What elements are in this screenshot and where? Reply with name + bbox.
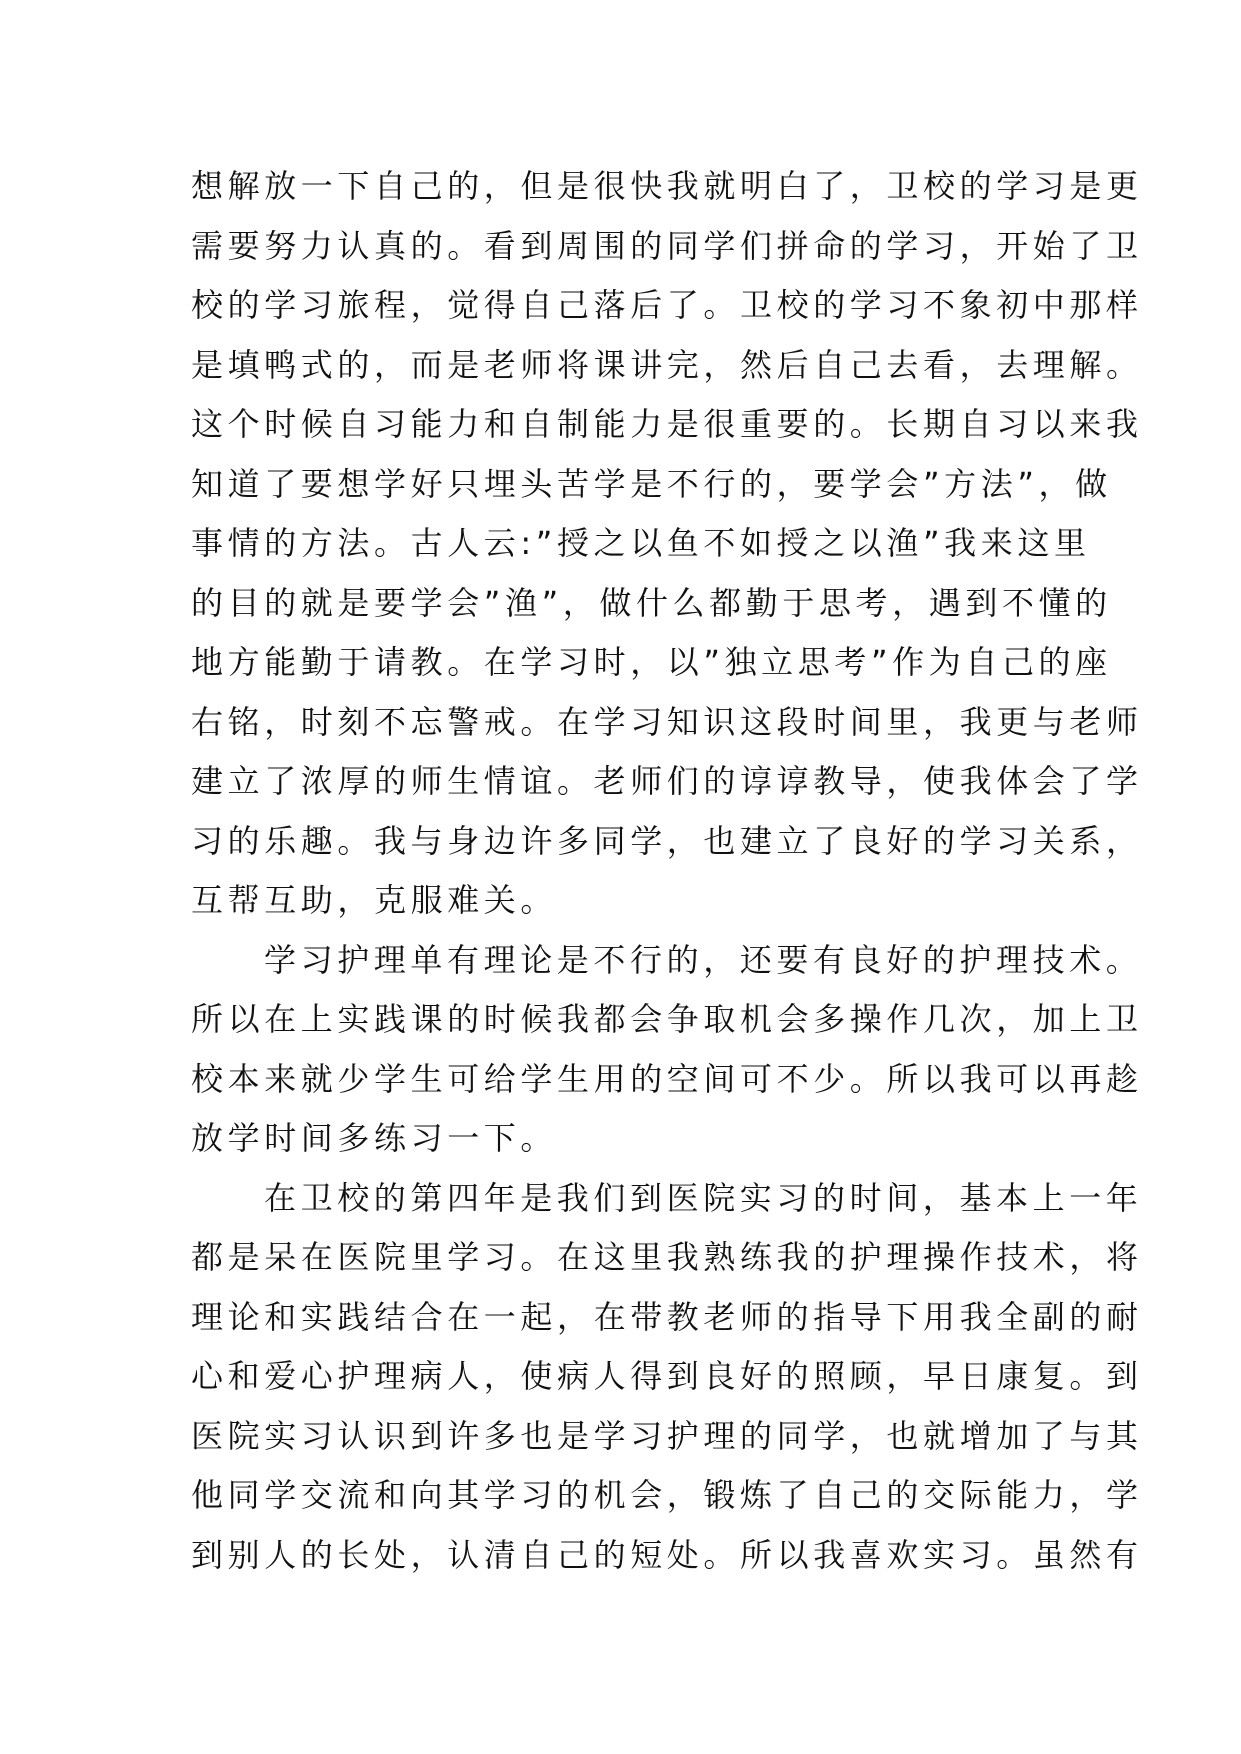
text-line: 他同学交流和向其学习的机会，锻炼了自己的交际能力，学	[191, 1476, 1143, 1514]
text-line: 校的学习旅程，觉得自己落后了。卫校的学习不象初中那样	[191, 286, 1143, 324]
text-line: 地方能勤于请教。在学习时，以”独立思考”作为自己的座	[191, 643, 1112, 681]
text-line: 所以在上实践课的时候我都会争取机会多操作几次，加上卫	[191, 1000, 1143, 1038]
text-line: 这个时候自习能力和自制能力是很重要的。长期自习以来我	[191, 405, 1143, 443]
text-line: 的目的就是要学会”渔”，做什么都勤于思考，遇到不懂的	[191, 583, 1112, 622]
text-line: 互帮互助，克服难关。	[191, 881, 558, 919]
text-line: 理论和实践结合在一起，在带教老师的指导下用我全副的耐	[191, 1297, 1143, 1336]
paragraph-1	[191, 157, 1143, 931]
text-line: 需要努力认真的。看到周围的同学们拼命的学习，开始了卫	[191, 226, 1143, 265]
text-line: 建立了浓厚的师生情谊。老师们的谆谆教导，使我体会了学	[191, 762, 1143, 800]
text-line: 心和爱心护理病人，使病人得到良好的照顾，早日康复。到	[191, 1357, 1143, 1395]
body-text	[191, 157, 1143, 1585]
text-line: 知道了要想学好只埋头苦学是不行的，要学会”方法”，做	[191, 464, 1112, 503]
text-line: 到别人的长处，认清自己的短处。所以我喜欢实习。虽然有	[191, 1535, 1143, 1574]
text-line: 习的乐趣。我与身边许多同学，也建立了良好的学习关系，	[191, 821, 1143, 860]
text-line-indented: 在卫校的第四年是我们到医院实习的时间，基本上一年	[264, 1178, 1143, 1217]
text-line: 想解放一下自己的，但是很快我就明白了，卫校的学习是更	[191, 167, 1143, 205]
paragraph-2	[191, 931, 1143, 1169]
text-line: 事情的方法。古人云:”授之以鱼不如授之以渔”我来这里	[191, 524, 1091, 562]
text-line: 是填鸭式的，而是老师将课讲完，然后自己去看，去理解。	[191, 345, 1143, 384]
text-line: 校本来就少学生可给学生用的空间可不少。所以我可以再趁	[191, 1059, 1143, 1098]
text-line-indented: 学习护理单有理论是不行的，还要有良好的护理技术。	[264, 940, 1143, 979]
text-line: 都是呆在医院里学习。在这里我熟练我的护理操作技术，将	[191, 1238, 1143, 1276]
paragraph-3	[191, 1169, 1143, 1586]
text-line: 医院实习认识到许多也是学习护理的同学，也就增加了与其	[191, 1416, 1143, 1455]
text-line: 放学时间多练习一下。	[191, 1119, 558, 1157]
text-line: 右铭，时刻不忘警戒。在学习知识这段时间里，我更与老师	[191, 702, 1143, 741]
